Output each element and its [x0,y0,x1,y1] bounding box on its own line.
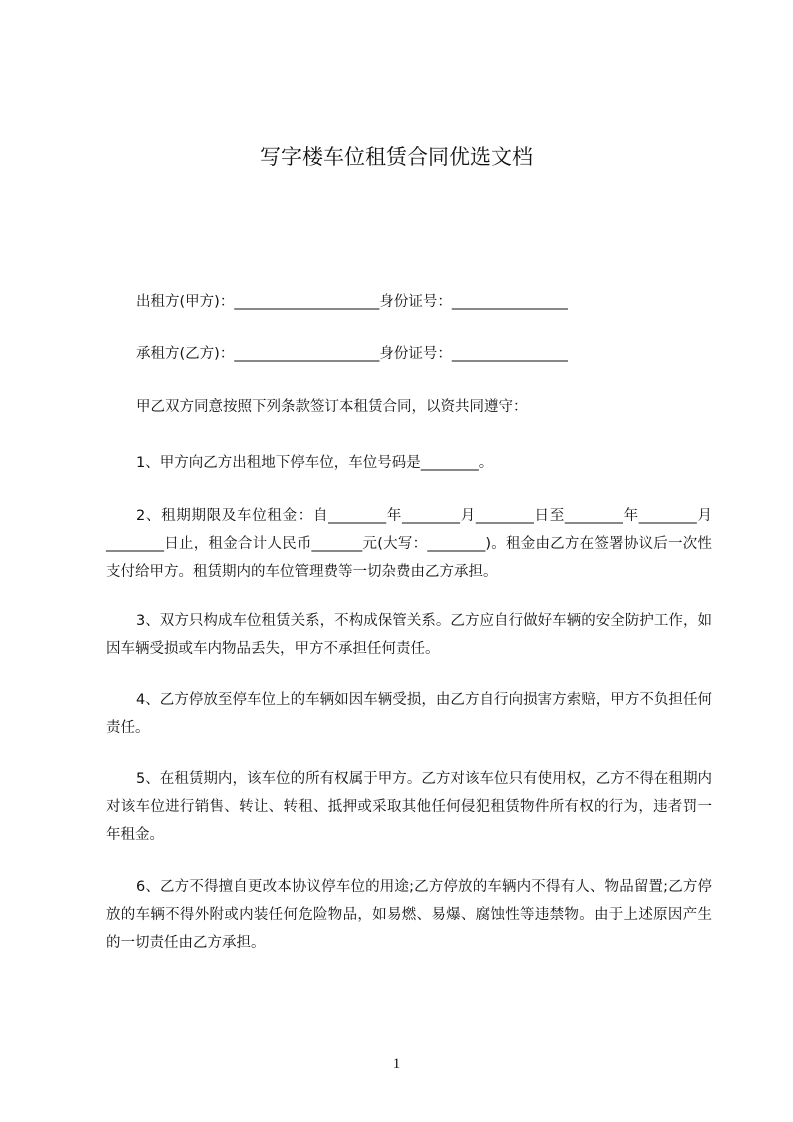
clause-1 [106,449,712,477]
clause-1-text: 1、甲方向乙方出租地下停车位，车位号码是________。 [136,455,494,471]
clause-2-text: 2、租期期限及车位租金：自________年________月________日至________年________月________日止，租金合计人民币_______元(大写：________)。租金由乙方在签署协议后一次性支付给甲方。租赁期内的车位管理费等一切杂费由乙方承担。 [106,508,712,580]
clause-6-text: 6、乙方不得擅自更改本协议停车位的用途;乙方停放的车辆内不得有人、物品留置;乙方停放的车辆不得外附或内装任何危险物品，如易燃、易爆、腐蚀性等违禁物。由于上述原因产生的一切责任由乙方承担。 [106,879,712,951]
page-number: 1 [392,1056,401,1072]
lessor-line: 出租方(甲方)：____________________身份证号：________________ [136,294,568,310]
contract-intro: 甲乙双方同意按照下列条款签订本租赁合同，以资共同遵守： [136,399,528,415]
lessee-line: 承租方(乙方)：____________________身份证号：________________ [136,346,568,362]
document-title: 写字楼车位租赁合同优选文档 [260,145,533,169]
clause-6 [106,873,712,957]
clause-4 [106,686,712,742]
clause-3-text: 3、双方只构成车位租赁关系，不构成保管关系。乙方应自行做好车辆的安全防护工作，如因车辆受损或车内物品丢失，甲方不承担任何责任。 [106,613,712,657]
clause-5-text: 5、在租赁期内，该车位的所有权属于甲方。乙方对该车位只有使用权，乙方不得在租期内对该车位进行销售、转让、转租、抵押或采取其他任何侵犯租赁物件所有权的行为，违者罚一年租金。 [106,771,712,843]
clause-4-text: 4、乙方停放至停车位上的车辆如因车辆受损，由乙方自行向损害方索赔，甲方不负担任何责任。 [106,692,712,736]
clause-5 [106,765,712,849]
clause-2 [106,502,712,586]
clause-3 [106,607,712,663]
